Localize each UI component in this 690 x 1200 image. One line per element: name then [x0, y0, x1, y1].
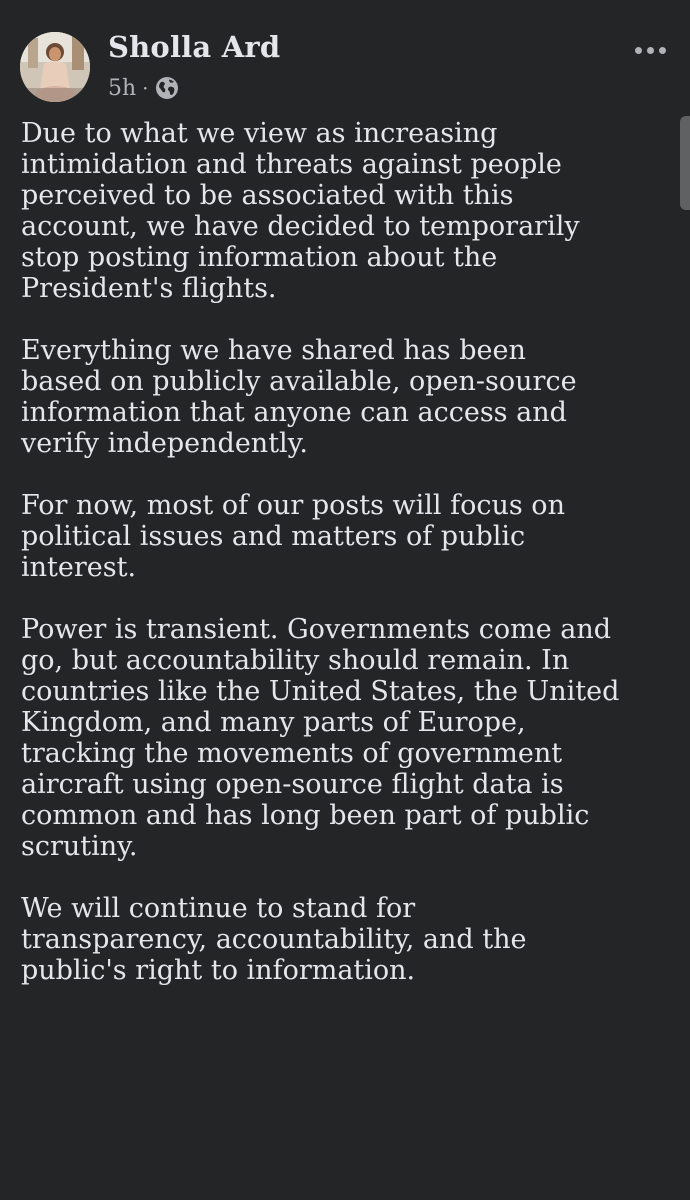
- text-line: Everything we have shared has been: [21, 335, 526, 366]
- text-line: based on publicly available, open-source: [21, 366, 577, 397]
- post-paragraph: [21, 614, 676, 862]
- more-options-button[interactable]: [630, 38, 670, 62]
- text-line: scrutiny.: [21, 831, 138, 862]
- text-line: tracking the movements of government: [21, 738, 563, 769]
- avatar[interactable]: [20, 32, 90, 102]
- text-line: information that anyone can access and: [21, 397, 567, 428]
- post-body: [21, 118, 676, 1017]
- text-line: account, we have decided to temporarily: [21, 211, 580, 242]
- post-timestamp[interactable]: 5h: [108, 75, 137, 101]
- text-line: We will continue to stand for: [21, 893, 416, 924]
- scrollbar-thumb[interactable]: [680, 116, 690, 210]
- meta-separator: ·: [142, 76, 149, 100]
- text-line: verify independently.: [21, 428, 308, 459]
- text-line: For now, most of our posts will focus on: [21, 490, 565, 521]
- post-meta: [108, 73, 179, 103]
- more-horizontal-icon-dot: [635, 47, 642, 54]
- text-line: go, but accountability should remain. In: [21, 645, 570, 676]
- text-line: Kingdom, and many parts of Europe,: [21, 707, 526, 738]
- post-header: [20, 30, 670, 110]
- text-line: political issues and matters of public: [21, 521, 526, 552]
- post-paragraph: [21, 490, 676, 583]
- text-line: countries like the United States, the United: [21, 676, 620, 707]
- text-line: perceived to be associated with this: [21, 180, 514, 211]
- avatar-photo: [20, 32, 90, 102]
- post-paragraph: [21, 335, 676, 459]
- text-line: common and has long been part of public: [21, 800, 590, 831]
- text-line: President's flights.: [21, 273, 277, 304]
- text-line: interest.: [21, 552, 137, 583]
- globe-icon[interactable]: [155, 76, 179, 100]
- text-line: public's right to information.: [21, 955, 416, 986]
- text-line: stop posting information about the: [21, 242, 498, 273]
- more-horizontal-icon-dot: [647, 47, 654, 54]
- post-paragraph: [21, 893, 676, 986]
- text-line: intimidation and threats against people: [21, 149, 562, 180]
- text-line: Power is transient. Governments come and: [21, 614, 612, 645]
- text-line: Due to what we view as increasing: [21, 118, 498, 149]
- post-paragraph: [21, 118, 676, 304]
- author-name[interactable]: Sholla Ard: [108, 30, 281, 64]
- text-line: aircraft using open-source flight data is: [21, 769, 564, 800]
- more-horizontal-icon-dot: [659, 47, 666, 54]
- text-line: transparency, accountability, and the: [21, 924, 527, 955]
